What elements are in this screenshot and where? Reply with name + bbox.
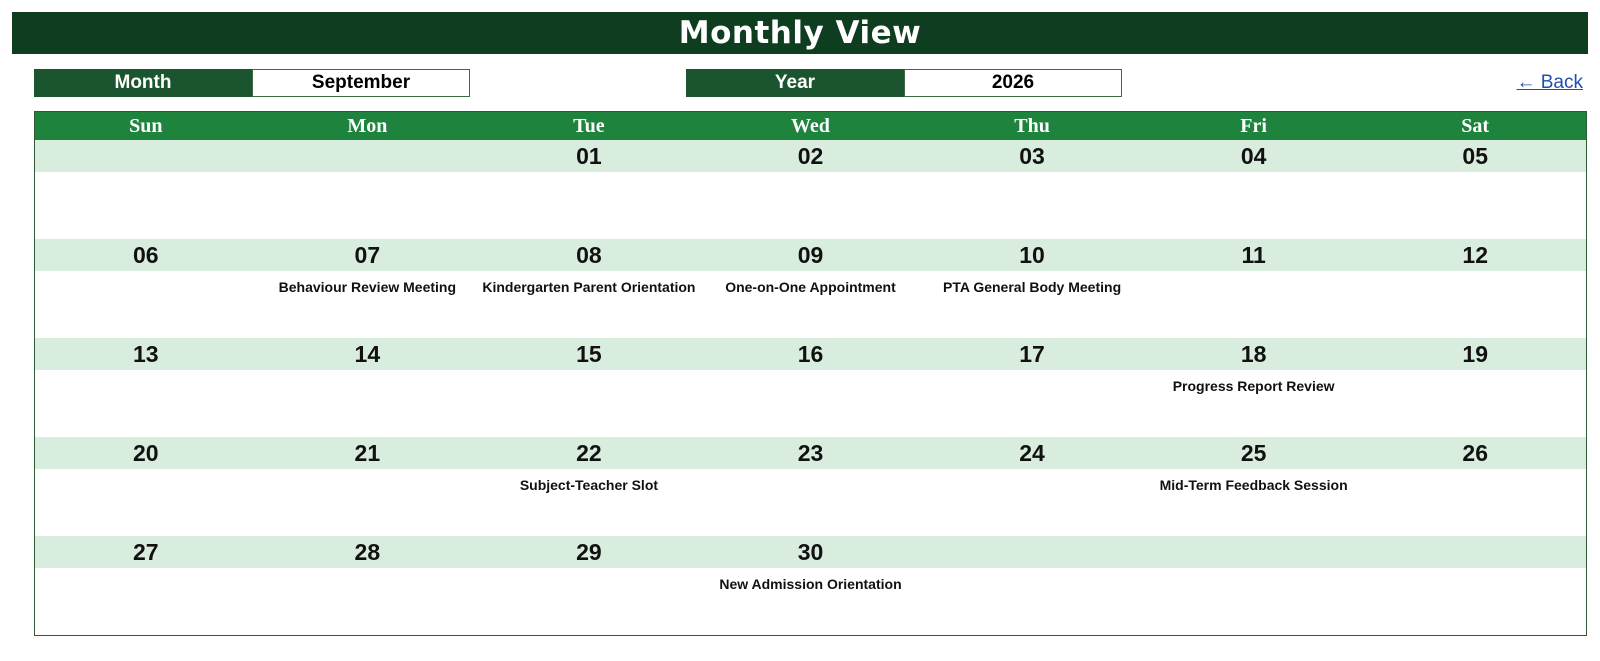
event-label[interactable]: One-on-One Appointment (725, 279, 896, 295)
day-number: 29 (576, 538, 602, 565)
event-label[interactable]: New Admission Orientation (719, 576, 902, 592)
day-number: 15 (576, 340, 602, 367)
day-cell[interactable] (35, 239, 257, 338)
day-cell[interactable] (1143, 239, 1365, 338)
calendar-grid (34, 111, 1587, 636)
day-cell[interactable] (35, 536, 257, 635)
day-cell[interactable] (1143, 437, 1365, 536)
day-cell[interactable] (35, 338, 257, 437)
day-number (921, 536, 1143, 568)
weekday-mon: Mon (347, 115, 388, 137)
day-cell[interactable] (700, 140, 922, 239)
page-title: Monthly View (12, 12, 1588, 54)
week-row (35, 338, 1586, 437)
day-number: 06 (132, 241, 159, 268)
day-cell[interactable] (700, 437, 922, 536)
day-cell[interactable] (1364, 536, 1586, 635)
weekday-header (35, 112, 1586, 141)
day-number: 24 (1019, 439, 1045, 466)
day-number: 10 (1019, 241, 1045, 268)
week-row (35, 239, 1586, 338)
weekday-sat: Sat (1461, 115, 1490, 137)
month-label: Month (34, 69, 252, 97)
day-cell[interactable] (257, 140, 479, 239)
day-cell[interactable] (1143, 338, 1365, 437)
day-number: 28 (354, 538, 381, 565)
day-cell[interactable] (35, 140, 257, 239)
day-number: 11 (1241, 241, 1266, 268)
day-number: 16 (797, 340, 824, 367)
weekday-fri: Fri (1240, 115, 1267, 137)
day-cell[interactable] (257, 437, 479, 536)
event-label[interactable]: Progress Report Review (1172, 378, 1335, 394)
day-cell[interactable] (700, 338, 922, 437)
year-select[interactable]: 2026 (904, 69, 1122, 97)
day-number (1364, 536, 1586, 568)
day-number: 01 (576, 142, 602, 169)
weekday-wed: Wed (791, 115, 830, 137)
back-link[interactable]: ← Back (1516, 72, 1583, 93)
day-cell[interactable] (1364, 140, 1586, 239)
week-row (35, 140, 1586, 239)
weekday-tue: Tue (573, 115, 605, 137)
day-cell[interactable] (700, 536, 922, 635)
week-row (35, 536, 1586, 635)
weekday-thu: Thu (1014, 115, 1050, 137)
day-number: 02 (797, 142, 824, 169)
day-cell[interactable] (257, 536, 479, 635)
day-cell[interactable] (478, 140, 700, 239)
day-number: 26 (1462, 439, 1488, 466)
day-number (1143, 536, 1365, 568)
day-number: 25 (1240, 439, 1267, 466)
day-number: 04 (1240, 142, 1267, 169)
day-number: 12 (1462, 241, 1488, 268)
event-label[interactable]: Kindergarten Parent Orientation (482, 279, 696, 295)
day-cell[interactable] (257, 338, 479, 437)
day-number: 14 (354, 340, 381, 367)
weekday-sun: Sun (129, 115, 163, 137)
day-number: 20 (132, 439, 159, 466)
day-cell[interactable] (478, 239, 700, 338)
day-number (35, 140, 257, 172)
day-number: 19 (1462, 340, 1488, 367)
day-number: 13 (132, 340, 159, 367)
day-number: 27 (132, 538, 159, 565)
day-cell[interactable] (1364, 239, 1586, 338)
month-select[interactable]: September (252, 69, 470, 97)
day-number: 09 (797, 241, 824, 268)
day-number: 22 (576, 439, 602, 466)
day-cell[interactable] (921, 140, 1143, 239)
day-number: 05 (1462, 142, 1488, 169)
day-cell[interactable] (478, 437, 700, 536)
event-label[interactable]: PTA General Body Meeting (942, 279, 1122, 295)
day-number: 21 (354, 439, 381, 466)
day-number: 18 (1240, 340, 1267, 367)
day-number (257, 140, 479, 172)
day-cell[interactable] (921, 536, 1143, 635)
day-number: 17 (1019, 340, 1045, 367)
day-cell[interactable] (700, 239, 922, 338)
day-cell[interactable] (1143, 140, 1365, 239)
event-label[interactable]: Subject-Teacher Slot (519, 477, 659, 493)
day-number: 30 (797, 538, 824, 565)
day-cell[interactable] (478, 338, 700, 437)
day-number: 07 (354, 241, 381, 268)
day-cell[interactable] (1143, 536, 1365, 635)
day-cell[interactable] (921, 239, 1143, 338)
day-cell[interactable] (1364, 338, 1586, 437)
day-cell[interactable] (35, 437, 257, 536)
day-cell[interactable] (257, 239, 479, 338)
day-cell[interactable] (1364, 437, 1586, 536)
week-row (35, 437, 1586, 536)
event-label[interactable]: Behaviour Review Meeting (278, 279, 457, 295)
day-number: 23 (797, 439, 824, 466)
event-label[interactable]: Mid-Term Feedback Session (1159, 477, 1348, 493)
day-number: 08 (576, 241, 602, 268)
year-label: Year (686, 69, 904, 97)
day-cell[interactable] (478, 536, 700, 635)
day-cell[interactable] (921, 437, 1143, 536)
day-cell[interactable] (921, 338, 1143, 437)
day-number: 03 (1019, 142, 1045, 169)
